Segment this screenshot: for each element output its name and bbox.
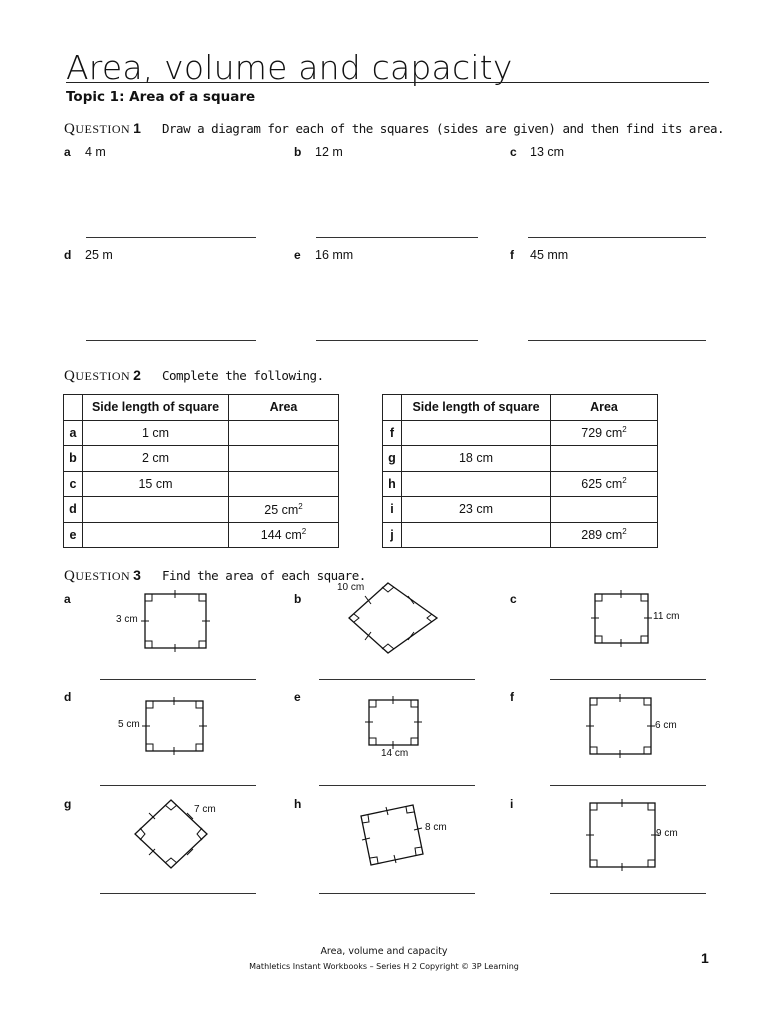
q2-table-left (63, 394, 339, 548)
q1-answer-line-f[interactable] (528, 340, 706, 341)
q1-item-e-value: 16 mm (315, 248, 354, 262)
q3-item-h-letter: h (294, 797, 302, 811)
row-letter: g (383, 446, 402, 472)
table-row (64, 471, 339, 497)
q3-answer-line-i[interactable] (550, 893, 706, 894)
q3-label-a: 3 cm (116, 614, 138, 625)
cell-side[interactable]: 2 cm (83, 446, 229, 472)
cell-side[interactable]: 15 cm (83, 471, 229, 497)
q1-item-e-letter: e (294, 248, 301, 262)
cell-area[interactable] (551, 446, 658, 472)
q3-answer-line-e[interactable] (319, 785, 475, 786)
row-letter: d (64, 497, 83, 523)
q3-item-d-letter: d (64, 690, 72, 704)
q3-item-i-letter: i (510, 797, 514, 811)
q3-label-g: 7 cm (194, 804, 216, 815)
table-header-area: Area (229, 395, 339, 421)
cell-side[interactable] (83, 497, 229, 523)
cell-area[interactable] (229, 446, 339, 472)
q3-square-i (589, 802, 657, 868)
q3-item-f-letter: f (510, 690, 514, 704)
q3-square-c (594, 593, 650, 645)
table-header-blank (64, 395, 83, 421)
table-row (383, 522, 658, 548)
q3-item-e-letter: e (294, 690, 301, 704)
q3-item-g-letter: g (64, 797, 72, 811)
footer-copyright: Mathletics Instant Workbooks – Series H 2 Copyright © 3P Learning (249, 962, 519, 971)
row-letter: i (383, 497, 402, 523)
cell-side[interactable] (402, 471, 551, 497)
question-2-label: QUESTION 2 (64, 367, 142, 384)
q1-item-f-value: 45 mm (530, 248, 569, 262)
q3-square-d (145, 700, 205, 752)
page-number: 1 (701, 950, 709, 966)
q3-answer-line-c[interactable] (550, 679, 706, 680)
question-3-label: QUESTION 3 (64, 567, 142, 584)
q3-label-b: 10 cm (337, 582, 365, 593)
q3-square-f (589, 697, 653, 755)
q3-label-d: 5 cm (118, 719, 140, 730)
cell-side[interactable] (402, 522, 551, 548)
page-title: Area, volume and capacity (66, 48, 513, 87)
row-letter: a (64, 420, 83, 446)
q1-item-c-value: 13 cm (530, 145, 565, 159)
q3-answer-line-g[interactable] (100, 893, 256, 894)
cell-area[interactable] (551, 497, 658, 523)
cell-side[interactable]: 18 cm (402, 446, 551, 472)
table-header-area: Area (551, 395, 658, 421)
cell-area[interactable]: 25 $cm^2$ (229, 497, 339, 523)
row-letter: h (383, 471, 402, 497)
q3-square-e (368, 699, 420, 747)
q3-answer-line-d[interactable] (100, 785, 256, 786)
row-letter: b (64, 446, 83, 472)
q1-answer-line-d[interactable] (86, 340, 256, 341)
q1-item-f-letter: f (510, 248, 514, 262)
q1-answer-line-b[interactable] (316, 237, 478, 238)
table-header-blank (383, 395, 402, 421)
q3-label-h: 8 cm (425, 822, 447, 833)
q2-table-right (382, 394, 658, 548)
row-letter: j (383, 522, 402, 548)
q3-answer-line-b[interactable] (319, 679, 475, 680)
q1-answer-line-e[interactable] (316, 340, 478, 341)
q1-answer-line-a[interactable] (86, 237, 256, 238)
q3-label-i: 9 cm (656, 828, 678, 839)
q3-answer-line-a[interactable] (100, 679, 256, 680)
table-header-row (383, 395, 658, 421)
q3-label-f: 6 cm (655, 720, 677, 731)
row-letter: c (64, 471, 83, 497)
cell-area[interactable]: 729 $cm^2$ (551, 420, 658, 446)
q1-item-a-letter: a (64, 145, 71, 159)
topic-heading: Topic 1: Area of a square (66, 89, 256, 105)
q1-item-d-letter: d (64, 248, 72, 262)
q3-answer-line-h[interactable] (319, 893, 475, 894)
question-1-instruction: Draw a diagram for each of the squares (sides are given) and then find its area. (162, 121, 725, 136)
q1-item-b-letter: b (294, 145, 302, 159)
q3-item-c-letter: c (510, 592, 517, 606)
q1-item-d-value: 25 m (85, 248, 113, 262)
question-2-instruction: Complete the following. (162, 368, 324, 383)
cell-area[interactable] (229, 471, 339, 497)
q3-square-a (144, 593, 208, 649)
q3-item-a-letter: a (64, 592, 71, 606)
footer-title: Area, volume and capacity (320, 946, 448, 957)
table-header-row (64, 395, 339, 421)
table-row (64, 420, 339, 446)
table-row (64, 446, 339, 472)
q1-item-b-value: 12 m (315, 145, 343, 159)
cell-side[interactable]: 23 cm (402, 497, 551, 523)
cell-area[interactable]: 289 $cm^2$ (551, 522, 658, 548)
cell-side[interactable]: 1 cm (83, 420, 229, 446)
cell-area[interactable]: 144 $cm^2$ (229, 522, 339, 548)
cell-side[interactable] (83, 522, 229, 548)
question-1-label: QUESTION 1 (64, 120, 142, 137)
q3-label-e: 14 cm (381, 748, 409, 759)
cell-area[interactable] (229, 420, 339, 446)
q3-answer-line-f[interactable] (550, 785, 706, 786)
row-letter: e (64, 522, 83, 548)
q3-square-h (360, 804, 426, 866)
table-row (383, 471, 658, 497)
question-3-instruction: Find the area of each square. (162, 568, 366, 583)
table-header-side: Side length of square (83, 395, 229, 421)
title-rule (66, 82, 709, 83)
table-header-side: Side length of square (402, 395, 551, 421)
q3-label-c: 11 cm (653, 611, 680, 622)
table-row (383, 446, 658, 472)
cell-area[interactable]: 625 $cm^2$ (551, 471, 658, 497)
cell-side[interactable] (402, 420, 551, 446)
q3-item-b-letter: b (294, 592, 302, 606)
table-row (383, 420, 658, 446)
table-row (64, 522, 339, 548)
table-row (64, 497, 339, 523)
q1-answer-line-c[interactable] (528, 237, 706, 238)
q1-item-a-value: 4 m (85, 145, 106, 159)
table-row (383, 497, 658, 523)
q1-item-c-letter: c (510, 145, 517, 159)
row-letter: f (383, 420, 402, 446)
